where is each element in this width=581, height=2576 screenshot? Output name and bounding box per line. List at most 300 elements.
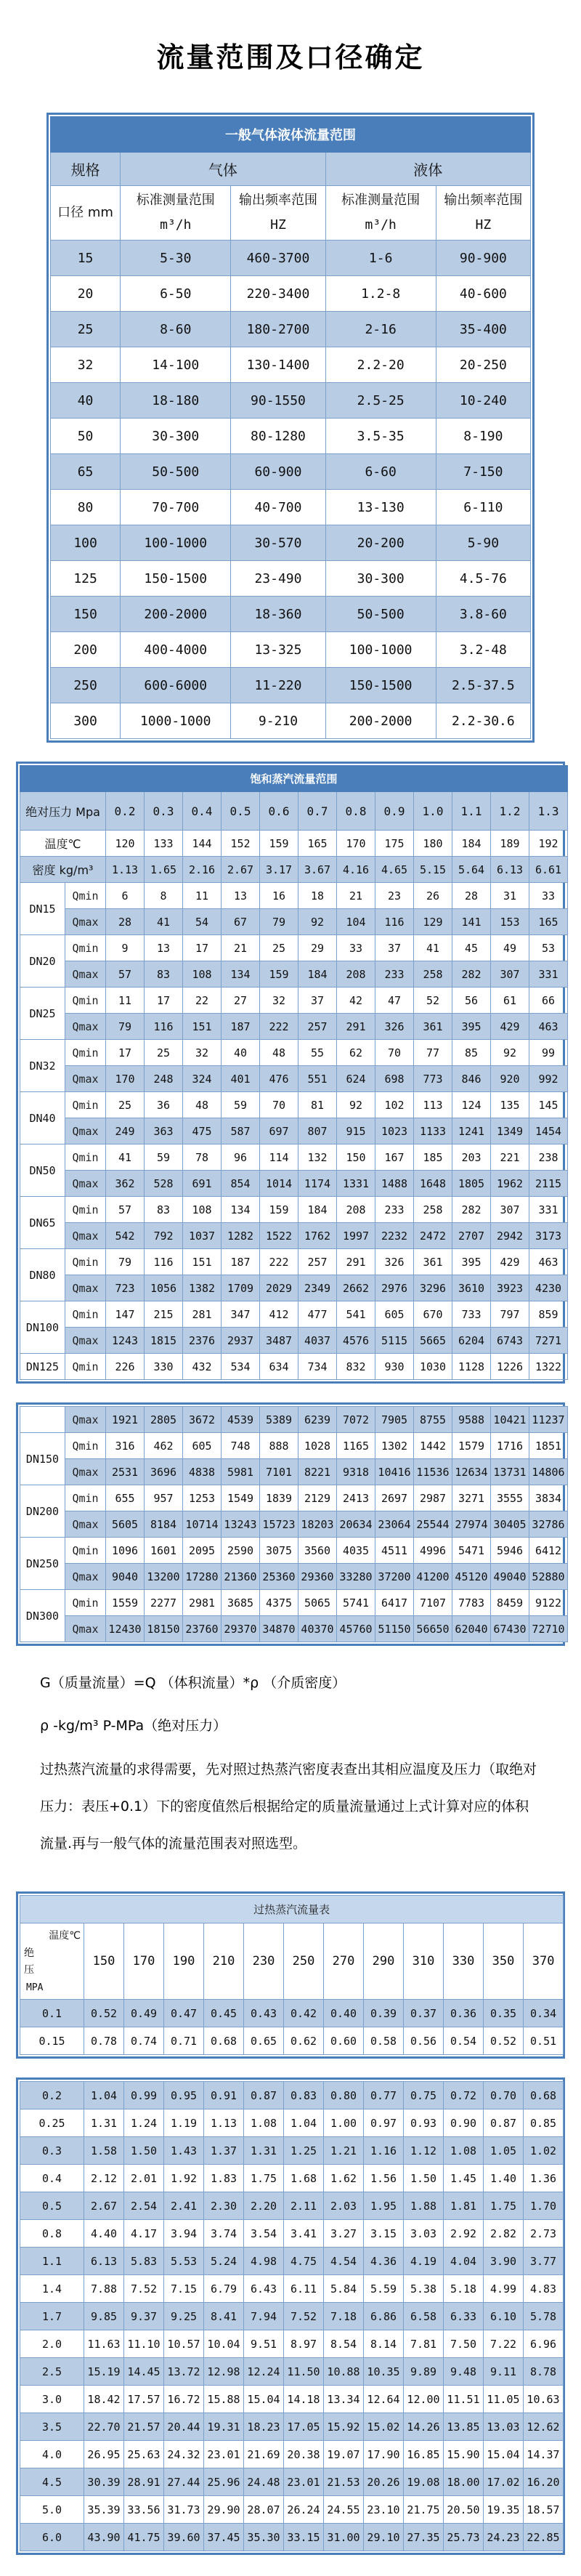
pressure-header-row <box>20 792 568 831</box>
qmin-value: 3555 <box>491 1485 529 1511</box>
density-value: 28.91 <box>124 2468 164 2496</box>
qmax-value: 54 <box>183 909 222 935</box>
qmax-value: 25360 <box>260 1564 298 1590</box>
value-cell: 180-2700 <box>231 312 325 347</box>
qmin-value: 203 <box>452 1144 491 1171</box>
qmax-row <box>20 961 568 988</box>
qmax-value: 475 <box>183 1118 222 1144</box>
temperature-header-cell: 290 <box>364 1923 404 2000</box>
density-value: 23.01 <box>204 2441 244 2468</box>
qmin-value: 114 <box>260 1144 298 1171</box>
qmin-label: Qmin <box>65 1538 106 1564</box>
pressure-density-row <box>20 2109 564 2137</box>
value-cell: 2.2-20 <box>325 347 436 383</box>
qmin-value: 4375 <box>260 1590 298 1616</box>
qmax-value: 1056 <box>145 1275 183 1301</box>
qmin-value: 49 <box>491 935 529 961</box>
density-value: 0.74 <box>124 2027 164 2055</box>
density-value: 1.95 <box>364 2192 404 2220</box>
value-cell: 1.2-8 <box>325 276 436 312</box>
density-value: 3.94 <box>164 2220 204 2248</box>
dn-label-cell: DN15 <box>20 883 65 935</box>
qmax-value: 41200 <box>414 1564 452 1590</box>
density-value: 16.72 <box>164 2386 204 2413</box>
pressure-density-row <box>20 2413 564 2441</box>
saturated-table-body-2 <box>20 1407 568 1642</box>
qmin-value: 1839 <box>260 1485 298 1511</box>
header-row-groups <box>51 153 531 186</box>
qmin-label: Qmin <box>65 1590 106 1616</box>
qmin-value: 25 <box>145 1040 183 1066</box>
gas-liquid-row <box>51 276 531 312</box>
value-cell: 220-3400 <box>231 276 325 312</box>
qmax-value: 2115 <box>529 1171 568 1197</box>
qmax-value: 5605 <box>106 1511 145 1538</box>
qmax-row <box>20 1171 568 1197</box>
qmax-value: 13200 <box>145 1564 183 1590</box>
value-cell: 20-200 <box>325 525 436 561</box>
qmax-value: 40370 <box>298 1616 337 1642</box>
density-value: 1.16 <box>364 2137 404 2165</box>
pressure-label-cell: 0.5 <box>20 2192 84 2220</box>
value-cell: 4.5-76 <box>436 561 530 597</box>
qmax-value: 1488 <box>375 1171 414 1197</box>
qmin-value: 258 <box>414 1197 452 1223</box>
qmin-row <box>20 1301 568 1328</box>
value-cell: 100-1000 <box>121 525 231 561</box>
qmax-label: Qmax <box>65 1511 106 1538</box>
table-title-row <box>20 1896 564 1923</box>
saturated-steam-table <box>20 765 568 1380</box>
qmin-value: 70 <box>260 1092 298 1118</box>
qmax-label: Qmax <box>65 1223 106 1249</box>
density-value: 15.04 <box>484 2441 524 2468</box>
qmin-row <box>20 1197 568 1223</box>
diameter-cell: 250 <box>51 668 121 703</box>
qmin-label: Qmin <box>65 1301 106 1328</box>
qmin-value: 26 <box>414 883 452 909</box>
value-cell: 6-50 <box>121 276 231 312</box>
qmin-value: 147 <box>106 1301 145 1328</box>
density-value: 10.63 <box>524 2386 564 2413</box>
value-cell: 600-6000 <box>121 668 231 703</box>
density-value: 1.05 <box>484 2137 524 2165</box>
qmin-value: 395 <box>452 1249 491 1275</box>
notes-block <box>40 1665 541 1862</box>
density-value: 6.10 <box>484 2303 524 2330</box>
value-cell: 5-30 <box>121 241 231 276</box>
density-value: 0.49 <box>124 2000 164 2027</box>
density-value: 6.33 <box>444 2303 484 2330</box>
density-value: 0.72 <box>444 2082 484 2109</box>
temperature-cell: 133 <box>145 831 183 857</box>
density-cell: 5.15 <box>414 857 452 883</box>
temperature-header-cell: 250 <box>284 1923 324 2000</box>
qmin-value: 70 <box>375 1040 414 1066</box>
density-value: 6.13 <box>84 2248 124 2275</box>
col-header-gas: 气体 <box>121 153 325 186</box>
density-value: 24.55 <box>324 2496 364 2524</box>
temperature-cell: 159 <box>260 831 298 857</box>
density-value: 4.19 <box>404 2248 444 2275</box>
qmin-value: 1549 <box>222 1485 260 1511</box>
qmin-value: 21 <box>222 935 260 961</box>
qmin-value: 307 <box>491 1197 529 1223</box>
density-cell: 3.17 <box>260 857 298 883</box>
density-cell: 6.61 <box>529 857 568 883</box>
qmax-label: Qmax <box>65 909 106 935</box>
qmin-value: 797 <box>491 1301 529 1328</box>
qmin-value: 56 <box>452 988 491 1014</box>
value-cell: 50-500 <box>325 597 436 632</box>
qmin-value: 2697 <box>375 1485 414 1511</box>
qmin-value: 79 <box>106 1249 145 1275</box>
qmax-value: 11536 <box>414 1459 452 1485</box>
density-value: 6.96 <box>524 2330 564 2358</box>
density-value: 0.91 <box>204 2082 244 2109</box>
pressure-density-row <box>20 2137 564 2165</box>
pressure-label-cell: 0.1 <box>20 2000 84 2027</box>
density-value: 5.83 <box>124 2248 164 2275</box>
qmin-value: 5741 <box>337 1590 375 1616</box>
qmin-value: 187 <box>222 1249 260 1275</box>
qmin-value: 432 <box>183 1354 222 1380</box>
pressure-label-cell: 0.25 <box>20 2109 84 2137</box>
density-value: 8.41 <box>204 2303 244 2330</box>
qmin-value: 18 <box>298 883 337 909</box>
pressure-label-cell: 6.0 <box>20 2524 84 2551</box>
density-value: 2.54 <box>124 2192 164 2220</box>
qmin-value: 17 <box>145 988 183 1014</box>
pressure-density-row <box>20 2220 564 2248</box>
qmax-value: 27974 <box>452 1511 491 1538</box>
qmax-value: 528 <box>145 1171 183 1197</box>
dn-label-cell: DN50 <box>20 1144 65 1197</box>
value-cell: 10-240 <box>436 383 530 419</box>
pressure-label-cell: 1.7 <box>20 2303 84 2330</box>
density-value: 11.51 <box>444 2386 484 2413</box>
density-value: 12.98 <box>204 2358 244 2386</box>
density-value: 33.56 <box>124 2496 164 2524</box>
col-header-diameter: 口径 mm <box>51 186 121 241</box>
qmin-label: Qmin <box>65 1040 106 1066</box>
table-title-row <box>20 766 568 792</box>
gas-liquid-table-body <box>51 241 531 739</box>
qmin-value: 116 <box>145 1249 183 1275</box>
value-cell: 14-100 <box>121 347 231 383</box>
density-value: 1.08 <box>444 2137 484 2165</box>
density-value: 2.73 <box>524 2220 564 2248</box>
qmin-value: 33 <box>337 935 375 961</box>
density-value: 17.05 <box>284 2413 324 2441</box>
density-value: 0.35 <box>484 2000 524 2027</box>
qmin-value: 221 <box>491 1144 529 1171</box>
qmin-label: Qmin <box>65 988 106 1014</box>
density-value: 1.31 <box>244 2137 284 2165</box>
density-value: 3.15 <box>364 2220 404 2248</box>
qmax-value: 165 <box>529 909 568 935</box>
qmax-value: 697 <box>260 1118 298 1144</box>
pressure-cell: 0.9 <box>375 792 414 831</box>
qmax-value: 41 <box>145 909 183 935</box>
qmin-value: 5946 <box>491 1538 529 1564</box>
density-value: 12.64 <box>364 2386 404 2413</box>
value-cell: 8-190 <box>436 419 530 454</box>
qmax-value: 1962 <box>491 1171 529 1197</box>
temperature-cell: 170 <box>337 831 375 857</box>
qmax-value: 1133 <box>414 1118 452 1144</box>
qmin-value: 3685 <box>222 1590 260 1616</box>
qmax-value: 8184 <box>145 1511 183 1538</box>
qmin-value: 6417 <box>375 1590 414 1616</box>
diagonal-corner-cell <box>20 1923 84 2000</box>
qmin-value: 62 <box>337 1040 375 1066</box>
value-cell: 6-60 <box>325 454 436 490</box>
qmax-value: 326 <box>375 1014 414 1040</box>
qmax-value: 1815 <box>145 1328 183 1354</box>
qmin-row <box>20 935 568 961</box>
density-value: 0.39 <box>364 2000 404 2027</box>
density-value: 3.54 <box>244 2220 284 2248</box>
qmax-value: 324 <box>183 1066 222 1092</box>
qmin-value: 22 <box>183 988 222 1014</box>
qmax-row <box>20 1511 568 1538</box>
qmax-label: Qmax <box>65 1275 106 1301</box>
qmax-value: 116 <box>145 1014 183 1040</box>
temperature-cell: 152 <box>222 831 260 857</box>
qmin-value: 4511 <box>375 1538 414 1564</box>
density-value: 12.24 <box>244 2358 284 2386</box>
qmin-value: 41 <box>106 1144 145 1171</box>
qmin-value: 66 <box>529 988 568 1014</box>
qmax-value: 18150 <box>145 1616 183 1642</box>
pressure-label-cell: 5.0 <box>20 2496 84 2524</box>
qmax-value: 2976 <box>375 1275 414 1301</box>
qmax-label: Qmax <box>65 961 106 988</box>
density-value: 15.88 <box>204 2386 244 2413</box>
qmin-value: 888 <box>260 1433 298 1459</box>
dn-label-cell: DN20 <box>20 935 65 988</box>
density-value: 7.15 <box>164 2275 204 2303</box>
qmin-value: 347 <box>222 1301 260 1328</box>
qmax-label: Qmax <box>65 1118 106 1144</box>
density-value: 0.62 <box>284 2027 324 2055</box>
density-value: 10.04 <box>204 2330 244 2358</box>
qmax-value: 37200 <box>375 1564 414 1590</box>
qmax-value: 184 <box>298 961 337 988</box>
gas-liquid-row <box>51 668 531 703</box>
density-value: 0.83 <box>284 2082 324 2109</box>
pressure-label-cell: 0.2 <box>20 2082 84 2109</box>
density-value: 21.69 <box>244 2441 284 2468</box>
density-value: 22.85 <box>524 2524 564 2551</box>
temperature-header-cell: 150 <box>84 1923 124 2000</box>
corner-pressure-unit: MPA <box>26 1982 44 1994</box>
qmin-value: 733 <box>452 1301 491 1328</box>
qmin-value: 7107 <box>414 1590 452 1616</box>
qmin-value: 1601 <box>145 1538 183 1564</box>
qmin-value: 48 <box>183 1092 222 1118</box>
qmin-value: 23 <box>375 883 414 909</box>
qmax-label: Qmax <box>65 1328 106 1354</box>
qmax-row <box>20 1066 568 1092</box>
qmin-label: Qmin <box>65 1433 106 1459</box>
qmin-value: 1226 <box>491 1354 529 1380</box>
gas-liquid-table-frame <box>46 113 535 743</box>
value-cell: 1-6 <box>325 241 436 276</box>
pressure-label-cell: 2.0 <box>20 2330 84 2358</box>
qmin-value: 150 <box>337 1144 375 1171</box>
density-value: 0.45 <box>204 2000 244 2027</box>
note-mass-flow-formula: G（质量流量）=Q （体积流量）*ρ （介质密度） <box>40 1675 346 1691</box>
density-value: 1.13 <box>204 2109 244 2137</box>
density-value: 1.75 <box>244 2165 284 2192</box>
qmax-value: 11237 <box>529 1407 568 1433</box>
diameter-cell: 80 <box>51 490 121 525</box>
qmin-value: 185 <box>414 1144 452 1171</box>
density-value: 7.22 <box>484 2330 524 2358</box>
gas-liquid-table-title: 一般气体液体流量范围 <box>51 117 531 153</box>
density-value: 26.24 <box>284 2496 324 2524</box>
pressure-density-row <box>20 2248 564 2275</box>
gas-liquid-row <box>51 347 531 383</box>
qmax-value: 7271 <box>529 1328 568 1354</box>
qmax-row <box>20 1223 568 1249</box>
qmax-label: Qmax <box>65 1459 106 1485</box>
qmax-value: 2232 <box>375 1223 414 1249</box>
qmax-value: 170 <box>106 1066 145 1092</box>
density-value: 14.18 <box>284 2386 324 2413</box>
temperature-cell: 144 <box>183 831 222 857</box>
saturated-table-frame-2 <box>16 1402 565 1646</box>
gas-liquid-row <box>51 632 531 668</box>
value-cell: 80-1280 <box>231 419 325 454</box>
pressure-label-cell: 3.5 <box>20 2413 84 2441</box>
density-value: 8.14 <box>364 2330 404 2358</box>
temperature-header-cell: 330 <box>444 1923 484 2000</box>
qmax-value: 2376 <box>183 1328 222 1354</box>
qmax-value: 9040 <box>106 1564 145 1590</box>
density-value: 24.48 <box>244 2468 284 2496</box>
qmax-value: 9588 <box>452 1407 491 1433</box>
qmax-value: 1709 <box>222 1275 260 1301</box>
qmin-value: 40 <box>222 1040 260 1066</box>
qmin-value: 233 <box>375 1197 414 1223</box>
qmax-value: 792 <box>145 1223 183 1249</box>
qmin-value: 61 <box>491 988 529 1014</box>
density-value: 1.25 <box>284 2137 324 2165</box>
diameter-cell: 25 <box>51 312 121 347</box>
qmin-value: 21 <box>337 883 375 909</box>
pressure-cell: 0.4 <box>183 792 222 831</box>
dn-label-cell: DN200 <box>20 1485 65 1538</box>
pressure-cell: 0.7 <box>298 792 337 831</box>
qmax-value: 51150 <box>375 1616 414 1642</box>
value-cell: 3.5-35 <box>325 419 436 454</box>
qmax-value: 1648 <box>414 1171 452 1197</box>
density-value: 0.54 <box>444 2027 484 2055</box>
value-cell: 200-2000 <box>325 703 436 739</box>
density-value: 1.24 <box>124 2109 164 2137</box>
density-value: 1.40 <box>484 2165 524 2192</box>
qmin-value: 124 <box>452 1092 491 1118</box>
density-value: 12.62 <box>524 2413 564 2441</box>
qmin-value: 957 <box>145 1485 183 1511</box>
superheated-steam-table-continued <box>20 2081 564 2551</box>
dn-label-cell <box>20 1407 65 1433</box>
qmax-value: 30405 <box>491 1511 529 1538</box>
qmin-row <box>20 1144 568 1171</box>
density-value: 28.07 <box>244 2496 284 2524</box>
superheated-table-frame <box>16 1891 565 2059</box>
qmax-value: 1522 <box>260 1223 298 1249</box>
superheated-table-title: 过热蒸汽流量表 <box>20 1896 564 1923</box>
density-value: 20.26 <box>364 2468 404 2496</box>
value-cell: 20-250 <box>436 347 530 383</box>
qmax-value: 5115 <box>375 1328 414 1354</box>
qmax-value: 542 <box>106 1223 145 1249</box>
density-value: 29.10 <box>364 2524 404 2551</box>
density-value: 35.39 <box>84 2496 124 2524</box>
qmin-value: 361 <box>414 1249 452 1275</box>
density-cell: 2.16 <box>183 857 222 883</box>
diameter-cell: 15 <box>51 241 121 276</box>
density-value: 30.39 <box>84 2468 124 2496</box>
value-cell: 3.8-60 <box>436 597 530 632</box>
qmin-value: 102 <box>375 1092 414 1118</box>
qmin-value: 47 <box>375 988 414 1014</box>
qmax-value: 4838 <box>183 1459 222 1485</box>
density-value: 3.90 <box>484 2248 524 2275</box>
qmin-value: 36 <box>145 1092 183 1118</box>
qmax-value: 18203 <box>298 1511 337 1538</box>
qmin-value: 28 <box>452 883 491 909</box>
qmax-value: 1241 <box>452 1118 491 1144</box>
qmax-row <box>20 1564 568 1590</box>
qmin-value: 2095 <box>183 1538 222 1564</box>
qmax-value: 258 <box>414 961 452 988</box>
pressure-label-cell: 1.1 <box>20 2248 84 2275</box>
density-value: 1.43 <box>164 2137 204 2165</box>
density-value: 0.42 <box>284 2000 324 2027</box>
density-value: 4.04 <box>444 2248 484 2275</box>
temperature-cell: 180 <box>414 831 452 857</box>
qmax-value: 29370 <box>222 1616 260 1642</box>
density-value: 7.81 <box>404 2330 444 2358</box>
qmax-value: 104 <box>337 909 375 935</box>
pressure-density-row <box>20 2441 564 2468</box>
density-cell: 4.65 <box>375 857 414 883</box>
pressure-density-row <box>20 2275 564 2303</box>
density-value: 11.50 <box>284 2358 324 2386</box>
qmax-value: 10714 <box>183 1511 222 1538</box>
temperature-row <box>20 831 568 857</box>
qmax-row <box>20 1275 568 1301</box>
qmax-value: 108 <box>183 961 222 988</box>
density-value: 1.58 <box>84 2137 124 2165</box>
qmax-value: 282 <box>452 961 491 988</box>
qmax-value: 257 <box>298 1014 337 1040</box>
qmin-value: 145 <box>529 1092 568 1118</box>
gas-liquid-row <box>51 703 531 739</box>
density-value: 9.37 <box>124 2303 164 2330</box>
pressure-density-row <box>20 2386 564 2413</box>
density-value: 0.65 <box>244 2027 284 2055</box>
density-value: 3.41 <box>284 2220 324 2248</box>
qmax-value: 72710 <box>529 1616 568 1642</box>
qmin-value: 9122 <box>529 1590 568 1616</box>
qmin-value: 1028 <box>298 1433 337 1459</box>
